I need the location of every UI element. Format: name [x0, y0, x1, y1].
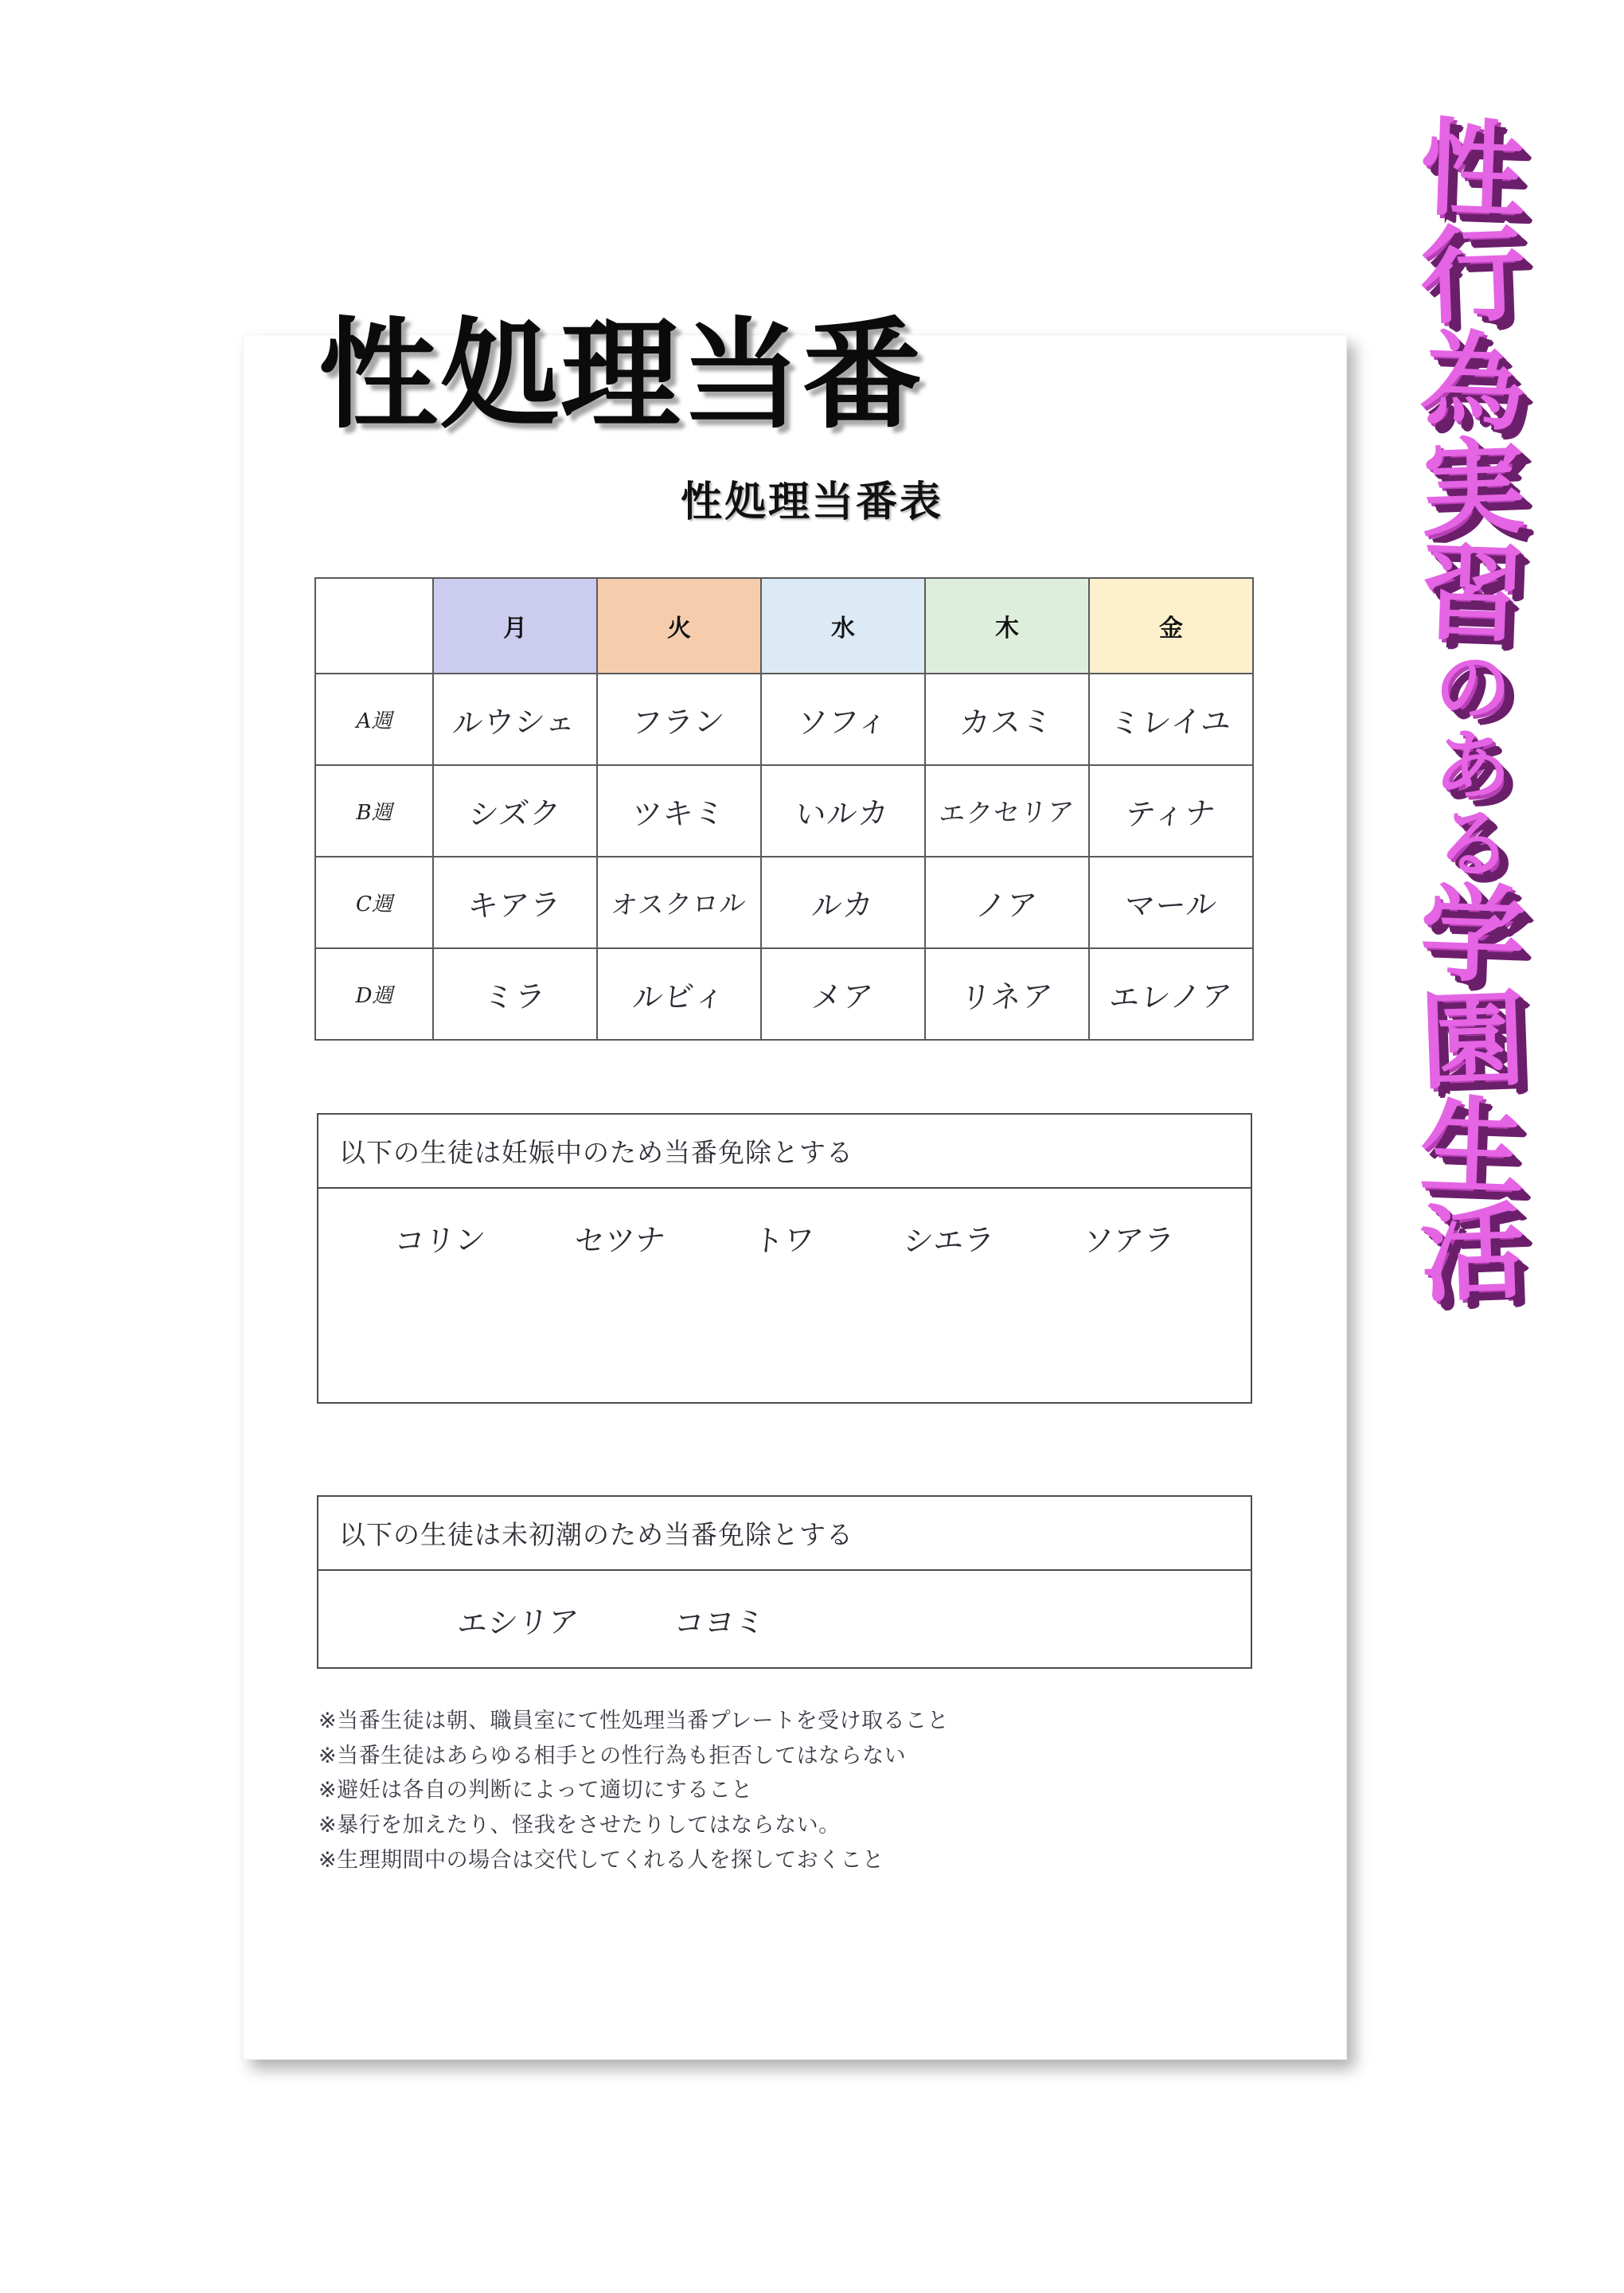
duty-name: ルカ	[810, 887, 876, 924]
duty-name: フラン	[630, 703, 728, 741]
exempt-name: エシリア	[455, 1604, 580, 1642]
footnote-item: ※避妊は各自の判断によって適切にすること	[318, 1778, 753, 1803]
duty-name: シズク	[467, 795, 563, 833]
side-title-char: 実	[1418, 425, 1528, 553]
duty-name: リネア	[958, 978, 1055, 1016]
duty-name: ティナ	[1123, 795, 1218, 832]
duty-name-cell	[925, 674, 1089, 765]
side-title-char: 習	[1418, 532, 1528, 658]
duty-name: ルビィ	[630, 978, 727, 1016]
row-label-week-a: A週	[315, 674, 433, 765]
duty-name-cell	[597, 948, 761, 1040]
row-label-week-b: B週	[315, 765, 433, 857]
side-title-char: 生	[1418, 1084, 1528, 1212]
exempt-name: トワ	[752, 1222, 817, 1259]
side-title-char: の	[1433, 642, 1513, 734]
duty-name-cell	[761, 674, 925, 765]
vertical-side-title	[1369, 107, 1576, 1318]
duty-name-cell	[597, 674, 761, 765]
row-label-week-d: D週	[315, 948, 433, 1040]
duty-name: ツキミ	[630, 795, 728, 833]
duty-name-cell	[433, 857, 597, 948]
duty-name: キアラ	[467, 886, 564, 924]
exempt-name: コリン	[392, 1222, 487, 1259]
exempt-name: コヨミ	[672, 1604, 767, 1641]
exemption-box-premenarche	[317, 1495, 1252, 1669]
table-header-tuesday: 火	[597, 578, 761, 674]
table-header-wednesday: 水	[761, 578, 925, 674]
duty-name: エクセリア	[937, 795, 1076, 830]
duty-name: メア	[810, 979, 876, 1015]
row-label-week-c: C週	[315, 857, 433, 948]
exemption-name-list	[318, 1189, 1251, 1260]
table-row	[315, 857, 1253, 948]
duty-name: エレノア	[1107, 978, 1234, 1016]
exempt-name: ソアラ	[1081, 1222, 1176, 1259]
exempt-name: セツナ	[572, 1222, 667, 1259]
exemption-box-pregnancy	[317, 1113, 1252, 1404]
side-title-char: る	[1433, 798, 1513, 890]
table-header-row	[315, 578, 1253, 674]
duty-name: ノア	[974, 887, 1040, 924]
table-header-thursday: 木	[925, 578, 1089, 674]
duty-name: ミラ	[482, 979, 548, 1015]
duty-name-cell	[925, 948, 1089, 1040]
duty-name: カスミ	[958, 703, 1056, 741]
exempt-name: シエラ	[901, 1222, 997, 1259]
duty-name: ルウシェ	[451, 703, 579, 741]
table-header-monday: 月	[433, 578, 597, 674]
duty-name-cell	[1089, 857, 1253, 948]
footnote-item: ※当番生徒はあらゆる相手との性行為も拒否してはならない	[318, 1743, 907, 1768]
duty-name-cell	[433, 948, 597, 1040]
duty-name: マール	[1122, 886, 1219, 924]
duty-name-cell	[433, 765, 597, 857]
table-row	[315, 948, 1253, 1040]
duty-name-cell	[925, 857, 1089, 948]
duty-roster-table	[314, 577, 1254, 1041]
table-row	[315, 674, 1253, 765]
exemption-title: 以下の生徒は妊娠中のため当番免除とする	[318, 1115, 1251, 1189]
side-title-char: 学	[1418, 872, 1528, 999]
exemption-title: 以下の生徒は未初潮のため当番免除とする	[318, 1497, 1251, 1571]
footnote-item: ※当番生徒は朝、職員室にて性処理当番プレートを受け取ること	[318, 1709, 950, 1733]
duty-name-cell	[1089, 765, 1253, 857]
duty-name: いルカ	[794, 795, 892, 833]
duty-name-cell	[433, 674, 597, 765]
side-title-char: 性	[1418, 107, 1528, 234]
duty-name-cell	[761, 948, 925, 1040]
duty-name-cell	[597, 857, 761, 948]
footnote-list	[318, 1704, 1258, 1878]
side-title-char: あ	[1433, 720, 1513, 812]
duty-name-cell	[1089, 674, 1253, 765]
duty-name: オスクロル	[610, 887, 748, 921]
duty-name-cell	[1089, 948, 1253, 1040]
side-title-char: 園	[1418, 979, 1528, 1105]
duty-name-cell	[761, 857, 925, 948]
footnote-item: ※暴行を加えたり、怪我をさせたりしてはならない。	[318, 1813, 841, 1838]
side-title-char: 為	[1418, 319, 1528, 446]
exemption-name-list	[318, 1571, 1251, 1642]
duty-name-cell	[761, 765, 925, 857]
table-caption: 性処理当番表	[680, 479, 943, 526]
table-corner-cell	[315, 578, 433, 674]
table-header-friday: 金	[1089, 578, 1253, 674]
table-row	[315, 765, 1253, 857]
side-title-char: 行	[1418, 213, 1528, 340]
duty-name-cell	[925, 765, 1089, 857]
duty-name: ミレイユ	[1108, 703, 1234, 741]
footnote-item: ※生理期間中の場合は交代してくれる人を探しておくこと	[318, 1847, 884, 1873]
side-title-char: 活	[1418, 1190, 1528, 1318]
page-title: 性処理当番	[318, 307, 924, 445]
duty-name: ソフィ	[795, 704, 890, 740]
duty-name-cell	[597, 765, 761, 857]
